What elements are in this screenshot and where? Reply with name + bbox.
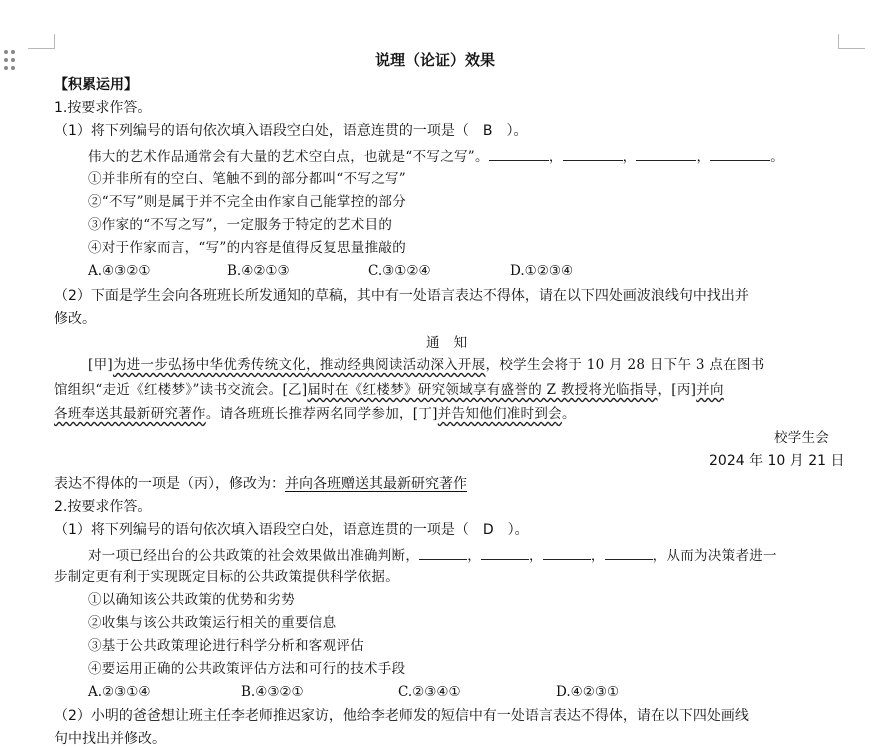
q2-part1-stem-line2: 步制定更有利于实现既定目标的公共政策提供科学依据。 [54, 569, 399, 585]
page-corner-mark-top-left [28, 34, 55, 49]
q2-option-a: A.②③①④ [88, 684, 151, 700]
notice-date: 2024 年 10 月 21 日 [709, 453, 845, 469]
blank-1 [489, 146, 549, 161]
q2-part2-prompt-line1: （2）小明的爸爸想让班主任李老师推迟家访，他给李老师发的短信中有一处语言表达不得体，请在以下四处画线 [54, 708, 749, 724]
q1-part1-prompt: （1）将下列编号的语句依次填入语段空白处，语意连贯的一项是（ B ）。 [54, 123, 528, 139]
q2-heading: 2.按要求作答。 [54, 499, 152, 515]
blank-2 [481, 545, 529, 560]
q1-sentence-4: ④对于作家而言，“写”的内容是值得反复思量推敲的 [88, 240, 407, 256]
q1-option-d: D.①②③④ [510, 263, 574, 279]
page-corner-mark-top-right [838, 34, 865, 49]
q2-sentence-1: ①以确知该公共政策的优势和劣势 [88, 592, 295, 608]
q1-option-a: A.④③②① [88, 263, 151, 279]
q1-part2-prompt-line2: 修改。 [54, 311, 96, 327]
q1-part2-prompt-line1: （2）下面是学生会向各班班长所发通知的草稿，其中有一处语言表达不得体，请在以下四处画波浪线句中找出并 [54, 288, 749, 304]
blank-4 [605, 545, 653, 560]
blank-3 [543, 545, 591, 560]
q2-option-b: B.④③②① [241, 684, 304, 700]
notice-line-1: [甲]为进一步弘扬中华优秀传统文化，推动经典阅读活动深入开展，校学生会将于 10 月 28 日下午 3 点在图书 [88, 357, 765, 373]
q2-option-d: D.④②③① [556, 684, 620, 700]
q1-option-b: B.④②①③ [227, 263, 290, 279]
notice-line-3: 各班奉送其最新研究著作。请各班班长推荐两名同学参加，[丁]并告知他们准时到会。 [54, 406, 576, 422]
notice-title: 通 知 [426, 335, 468, 351]
q1-sentence-2: ②“不写”则是属于并不完全由作家自己能掌控的部分 [88, 194, 407, 210]
q1-part1-stem: 伟大的艺术作品通常会有大量的艺术空白点，也就是“不写之写”。 ， ， ， 。 [88, 146, 784, 167]
section-heading: 【积累运用】 [54, 77, 138, 93]
page-title: 说理（论证）效果 [375, 51, 496, 69]
wavy-sentence-ding: 并告知他们准时到会 [437, 406, 562, 422]
blank-2 [563, 146, 623, 161]
q2-part1-prompt: （1）将下列编号的语句依次填入语段空白处，语意连贯的一项是（ D ）。 [54, 522, 529, 538]
q1-sentence-1: ①并非所有的空白、笔触不到的部分都叫“不写之写” [88, 171, 407, 187]
q2-sentence-3: ③基于公共政策理论进行科学分析和客观评估 [88, 638, 364, 654]
wavy-sentence-yi: 届时在《红楼梦》研究领域享有盛誉的 Z 教授将光临指导 [307, 382, 658, 398]
blank-3 [636, 146, 696, 161]
q2-part1-stem: 对一项已经出台的公共政策的社会效果做出准确判断， ， ， ， ，从而为决策者进一 [88, 545, 777, 566]
wavy-sentence-jia: 为进一步弘扬中华优秀传统文化，推动经典阅读活动深入开展 [112, 357, 486, 373]
q2-option-c: C.②③④① [398, 684, 461, 700]
q1-option-c: C.③①②④ [368, 263, 431, 279]
q1-part2-answer: 表达不得体的一项是（丙），修改为：并向各班赠送其最新研究著作 [54, 476, 467, 492]
q2-sentence-4: ④要运用正确的公共政策评估方法和可行的技术手段 [88, 661, 406, 677]
answer-revision: 并向各班赠送其最新研究著作 [285, 476, 467, 492]
q1-heading: 1.按要求作答。 [54, 100, 152, 116]
q2-part2-prompt-line2: 句中找出并修改。 [54, 731, 166, 747]
notice-signature: 校学生会 [774, 430, 830, 446]
q1-sentence-3: ③作家的“不写之写”，一定服务于特定的艺术目的 [88, 217, 393, 233]
q2-sentence-2: ②收集与该公共政策运行相关的重要信息 [88, 615, 337, 631]
wavy-sentence-bing-start: 并向 [696, 382, 724, 398]
drag-handle-icon[interactable] [3, 49, 17, 71]
notice-line-2: 馆组织“走近《红楼梦》”读书交流会。[乙]届时在《红楼梦》研究领域享有盛誉的 Z 教授将光临指导，[丙]并向 [54, 382, 724, 398]
blank-1 [419, 545, 467, 560]
wavy-sentence-bing-end: 各班奉送其最新研究著作 [54, 406, 206, 422]
blank-4 [710, 146, 770, 161]
